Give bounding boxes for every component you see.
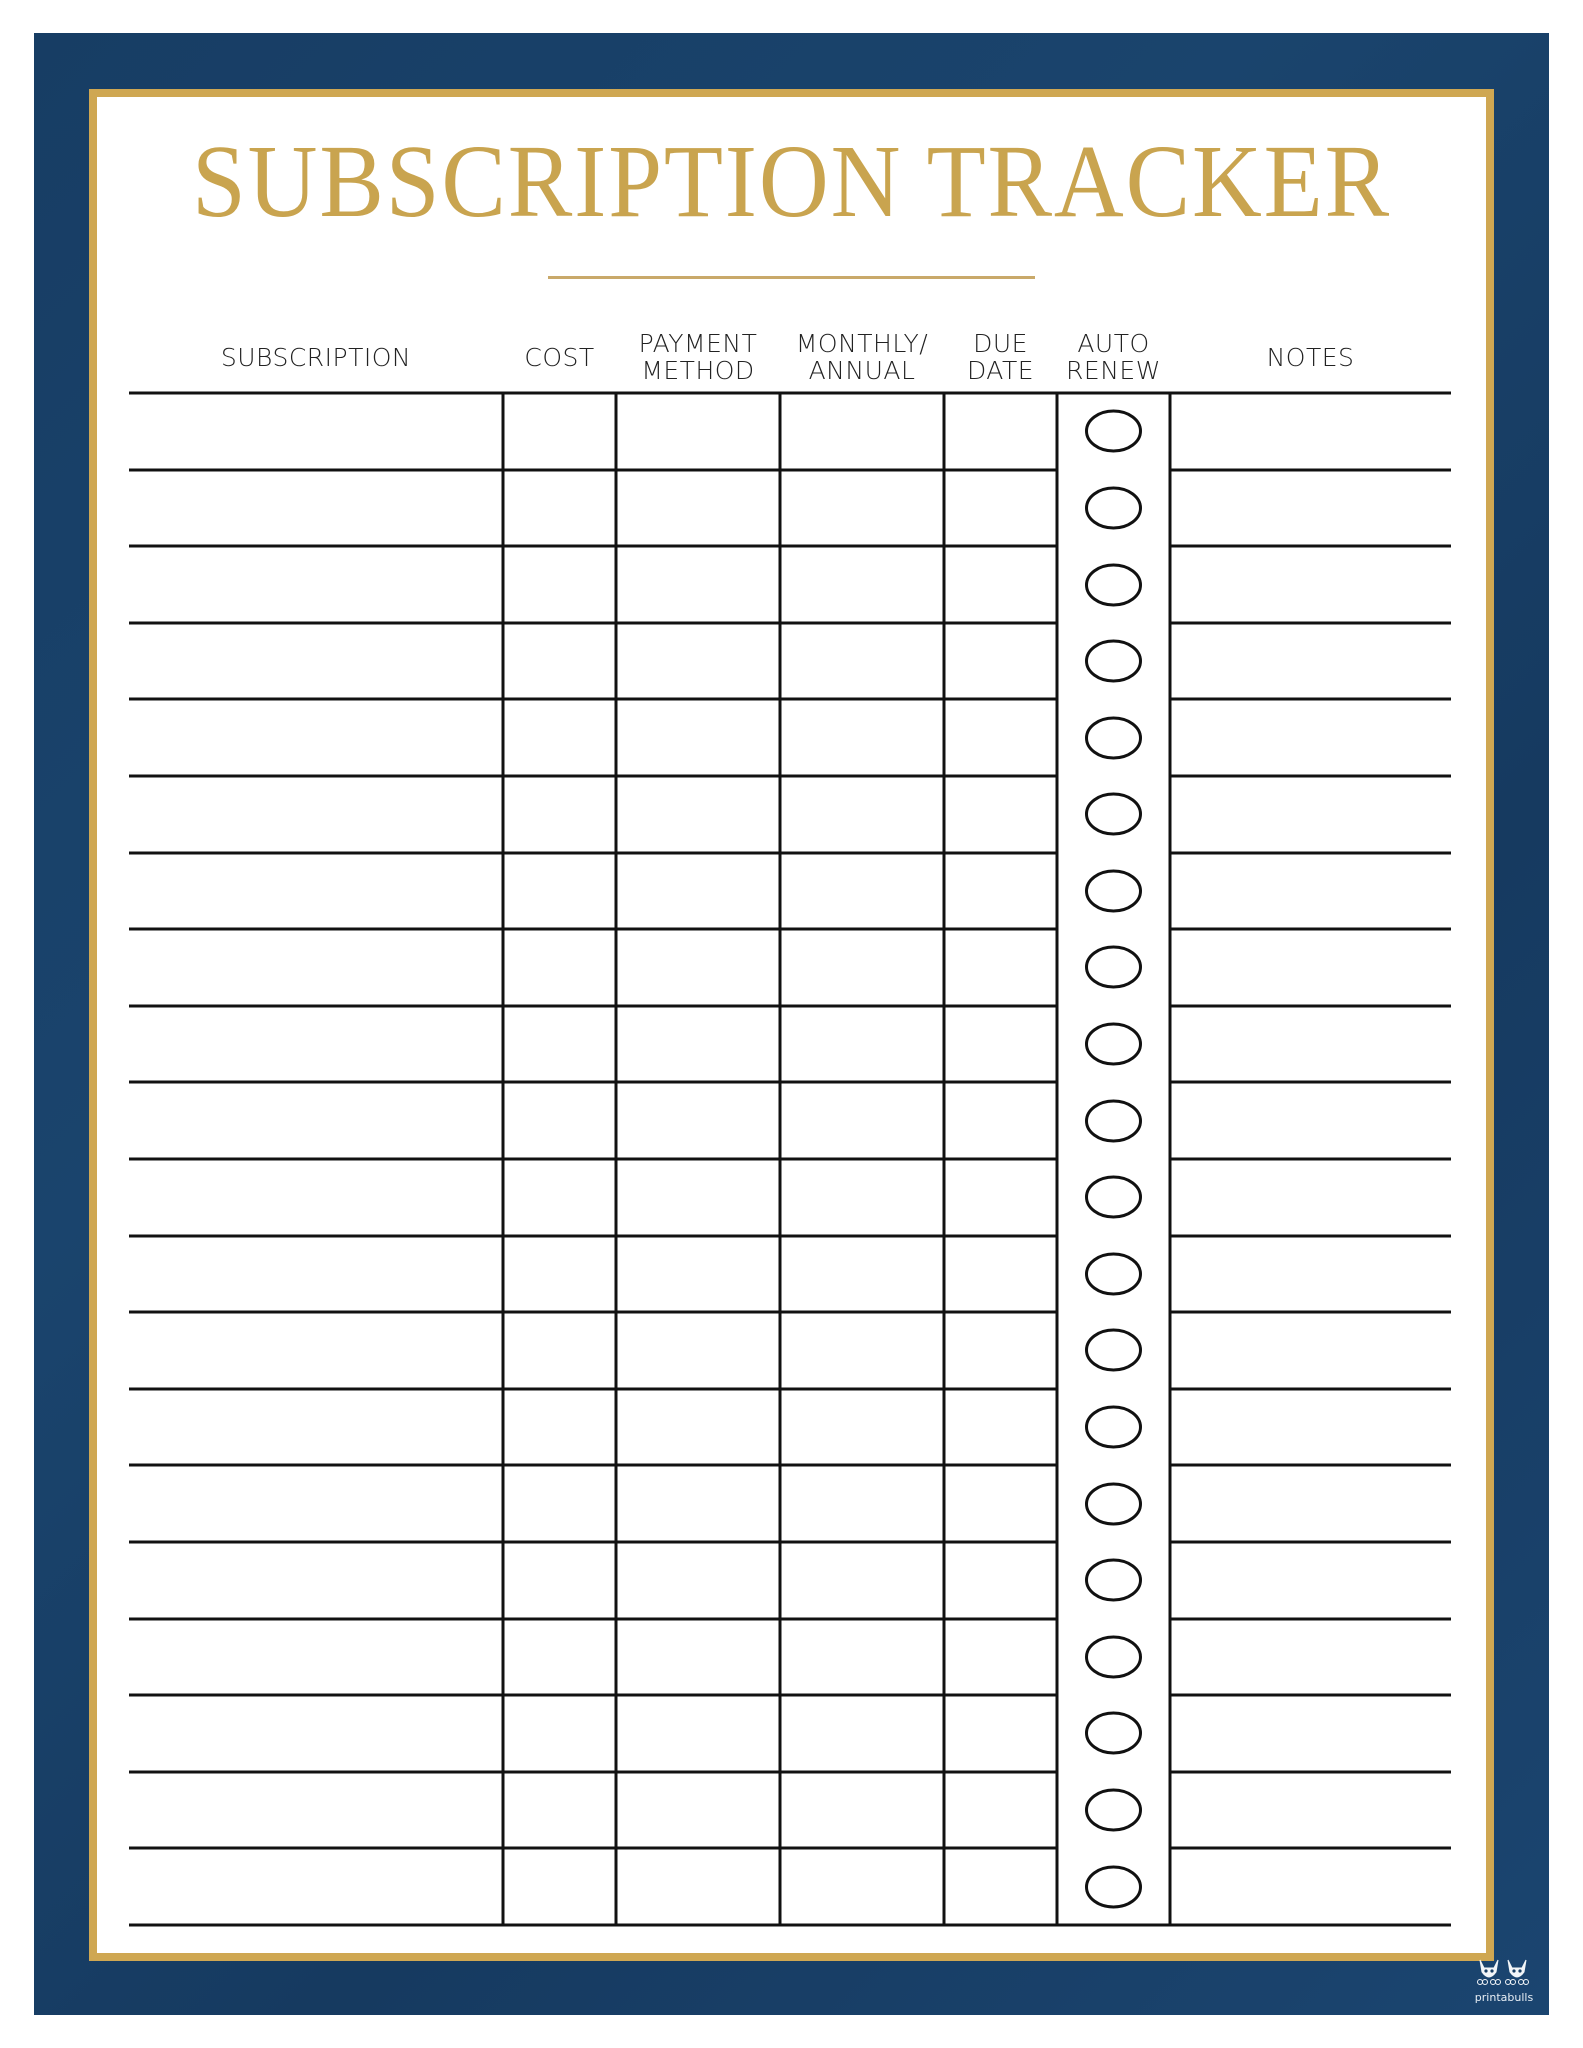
auto-renew-checkboxes — [1087, 411, 1141, 1907]
header-line: METHOD — [641, 356, 755, 385]
header-line: NOTES — [1266, 342, 1355, 372]
auto-renew-checkbox[interactable] — [1087, 1101, 1141, 1141]
printabulls-logo — [1466, 1958, 1542, 2008]
auto-renew-checkbox[interactable] — [1087, 641, 1141, 681]
logo-text: printabulls — [1474, 1991, 1534, 2004]
row-lines — [129, 393, 1451, 1925]
header-line: DATE — [966, 356, 1035, 385]
header-line: MONTHLY/ — [795, 329, 929, 358]
auto-renew-checkbox[interactable] — [1087, 871, 1141, 911]
auto-renew-checkbox[interactable] — [1087, 1330, 1141, 1370]
auto-renew-checkbox[interactable] — [1087, 1560, 1141, 1600]
auto-renew-checkbox[interactable] — [1087, 1407, 1141, 1447]
auto-renew-checkbox[interactable] — [1087, 565, 1141, 605]
bulldog-pair-icon — [1474, 1958, 1534, 1986]
auto-renew-checkbox[interactable] — [1087, 1484, 1141, 1524]
auto-renew-checkbox[interactable] — [1087, 488, 1141, 528]
auto-renew-checkbox[interactable] — [1087, 794, 1141, 834]
auto-renew-checkbox[interactable] — [1087, 1790, 1141, 1830]
auto-renew-checkbox[interactable] — [1087, 1637, 1141, 1677]
auto-renew-checkbox[interactable] — [1087, 718, 1141, 758]
auto-renew-checkbox[interactable] — [1087, 1177, 1141, 1217]
auto-renew-checkbox[interactable] — [1087, 1024, 1141, 1064]
auto-renew-checkbox[interactable] — [1087, 1713, 1141, 1753]
header-line: SUBSCRIPTION — [220, 342, 412, 372]
auto-renew-checkbox[interactable] — [1087, 947, 1141, 987]
header-line: DUE — [973, 329, 1028, 358]
header-line: COST — [524, 342, 595, 372]
header-line: AUTO — [1077, 329, 1150, 358]
page-title: SUBSCRIPTION TRACKER — [192, 124, 1391, 239]
auto-renew-checkbox[interactable] — [1087, 1254, 1141, 1294]
auto-renew-checkbox[interactable] — [1087, 411, 1141, 451]
header-line: RENEW — [1066, 356, 1161, 385]
auto-renew-checkbox[interactable] — [1087, 1867, 1141, 1907]
header-line: ANNUAL — [808, 356, 916, 385]
header-line: PAYMENT — [638, 329, 758, 358]
